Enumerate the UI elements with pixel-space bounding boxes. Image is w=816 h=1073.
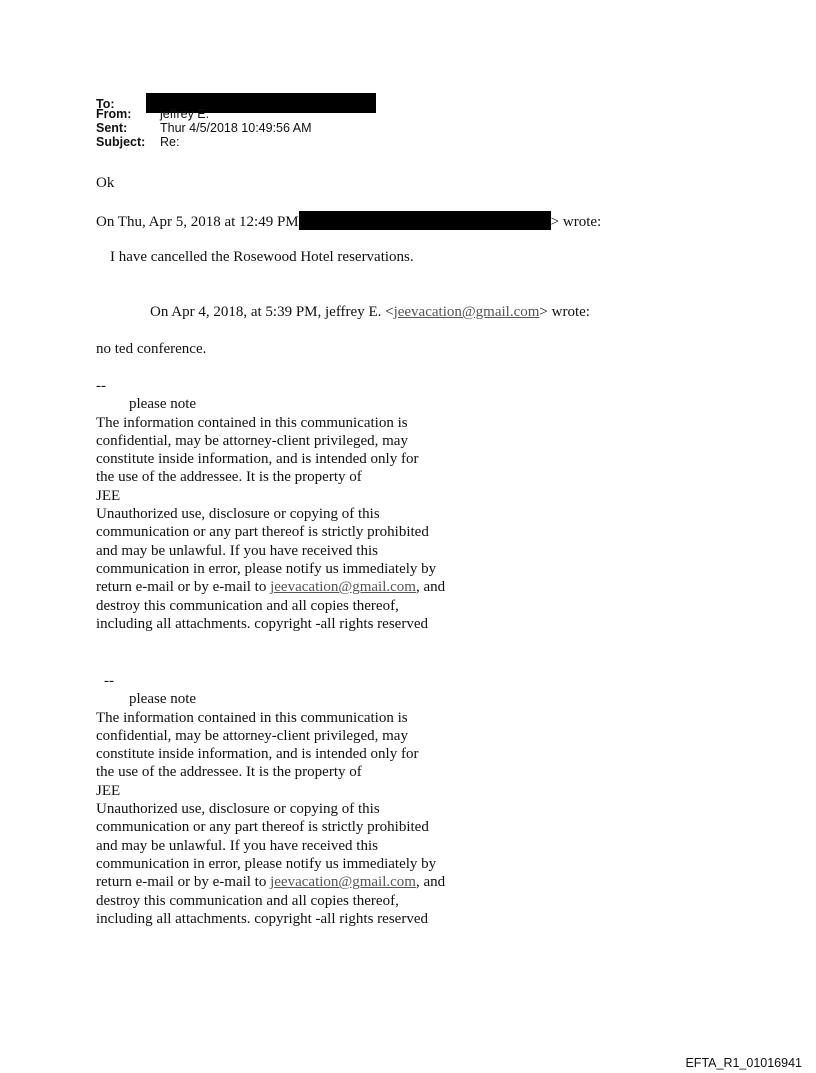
disclaimer-line: JEE (96, 487, 121, 504)
quote2-wrote: > wrote: (539, 304, 590, 320)
disclaimer-line (96, 873, 445, 891)
disclaimer-line: communication or any part thereof is strictly prohibited (96, 524, 429, 541)
disclaimer-line: The information contained in this communication is (96, 414, 408, 431)
quote1-intro: On Thu, Apr 5, 2018 at 12:49 PM (96, 214, 299, 230)
subject-label: Subject: (96, 135, 146, 149)
disclaimer-1 (96, 377, 445, 633)
quote1-header (96, 211, 601, 231)
disclaimer-email-link[interactable]: jeevacation@gmail.com (270, 874, 416, 891)
disclaimer-line: communication in error, please notify us immediately by (96, 560, 437, 577)
document-id: EFTA_R1_01016941 (685, 1056, 802, 1070)
separator: -- (104, 673, 114, 689)
disclaimer-line: and may be unlawful. If you have received this (96, 837, 378, 854)
disclaimer-line: Unauthorized use, disclosure or copying of this (96, 506, 380, 523)
disclaimer-line: the use of the addressee. It is the property of (96, 764, 362, 781)
redacted-sender (299, 211, 551, 230)
quote2-intro: On Apr 4, 2018, at 5:39 PM, jeffrey E. < (150, 304, 394, 320)
disclaimer-line: the use of the addressee. It is the property of (96, 469, 362, 486)
reply-text: Ok (96, 175, 115, 191)
note-line: please note (129, 691, 197, 708)
disclaimer-text: return e-mail or by e-mail to (96, 874, 271, 891)
message-text: no ted conference. (96, 341, 207, 357)
disclaimer-line: Unauthorized use, disclosure or copying of this (96, 801, 380, 818)
disclaimer-line: communication in error, please notify us immediately by (96, 855, 437, 872)
sent-value: Thur 4/5/2018 10:49:56 AM (160, 121, 312, 135)
disclaimer-line: constitute inside information, and is intended only for (96, 746, 419, 763)
email-header (96, 97, 376, 149)
quote1-wrote: > wrote: (550, 214, 602, 230)
disclaimer-line: constitute inside information, and is intended only for (96, 451, 419, 468)
quote1-text: I have cancelled the Rosewood Hotel reservations. (110, 249, 414, 265)
disclaimer-email-link[interactable]: jeevacation@gmail.com (270, 579, 416, 596)
from-value: jeffrey E. (160, 107, 210, 121)
sent-row (96, 121, 376, 135)
to-label: To: (96, 97, 115, 111)
disclaimer-line: including all attachments. copyright -all rights reserved (96, 615, 428, 632)
disclaimer-line: communication or any part thereof is strictly prohibited (96, 819, 429, 836)
disclaimer-line: confidential, may be attorney-client privileged, may (96, 727, 408, 744)
quote2-header (150, 303, 590, 321)
note-line: please note (129, 396, 197, 413)
disclaimer-line: confidential, may be attorney-client privileged, may (96, 432, 408, 449)
separator: -- (96, 378, 106, 394)
sent-label: Sent: (96, 121, 128, 135)
disclaimer-text: , and (415, 874, 446, 891)
disclaimer-line: including all attachments. copyright -all rights reserved (96, 910, 428, 927)
disclaimer-line: and may be unlawful. If you have received this (96, 542, 378, 559)
disclaimer-line: JEE (96, 782, 121, 799)
quote2-email-link[interactable]: jeevacation@gmail.com (393, 304, 540, 320)
disclaimer-line: destroy this communication and all copies thereof, (96, 597, 399, 614)
subject-value: Re: (160, 135, 180, 149)
from-label: From: (96, 107, 132, 121)
disclaimer-line: The information contained in this communication is (96, 709, 408, 726)
subject-row (96, 135, 376, 149)
disclaimer-text: , and (415, 579, 446, 596)
disclaimer-2 (96, 672, 445, 928)
disclaimer-line (96, 578, 445, 596)
disclaimer-line: destroy this communication and all copies thereof, (96, 892, 399, 909)
disclaimer-text: return e-mail or by e-mail to (96, 579, 271, 596)
